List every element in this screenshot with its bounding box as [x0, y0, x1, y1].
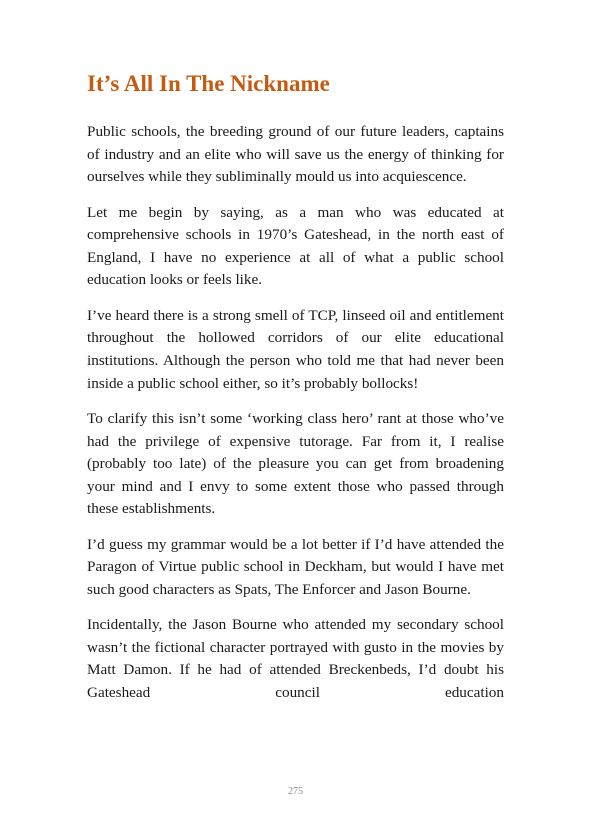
paragraph-2: Let me begin by saying, as a man who was educated at comprehensive schools in 1970’s Gateshead, in the north east of England, I have no experience at all of what a public school education looks or feels like. — [87, 203, 504, 289]
paragraph-5: I’d guess my grammar would be a lot better if I’d have attended the Paragon of Virtue public school in Deckham, but would I have met such good characters as Spats, The Enforcer and Jason Bourne. — [87, 535, 504, 598]
paragraph-4: To clarify this isn’t some ‘working class hero’ rant at those who’ve had the privilege of expensive tutorage. Far from it, I realise (probably too late) of the pleasure you can get from broadening your mind and I envy to some extent those who passed through these establishments. — [87, 409, 504, 518]
paragraph-3: I’ve heard there is a strong smell of TCP, linseed oil and entitlement throughout the hollowed corridors of our elite educational institutions. Although the person who told me that had never been inside a public school either, so it’s probably bollocks! — [87, 306, 504, 392]
chapter-body — [87, 121, 504, 717]
paragraph-6: Incidentally, the Jason Bourne who attended my secondary school wasn’t the fictional character portrayed with gusto in the movies by Matt Damon. If he had of attended Breckenbeds, I’d doubt his Gateshead council education — [87, 616, 504, 702]
paragraph-1: Public schools, the breeding ground of our future leaders, captains of industry and an elite who will save us the energy of thinking for ourselves while they subliminally mould us into acquiescence. — [87, 123, 504, 186]
page-number: 275 — [288, 786, 303, 797]
chapter-title: It’s All In The Nickname — [87, 71, 330, 96]
